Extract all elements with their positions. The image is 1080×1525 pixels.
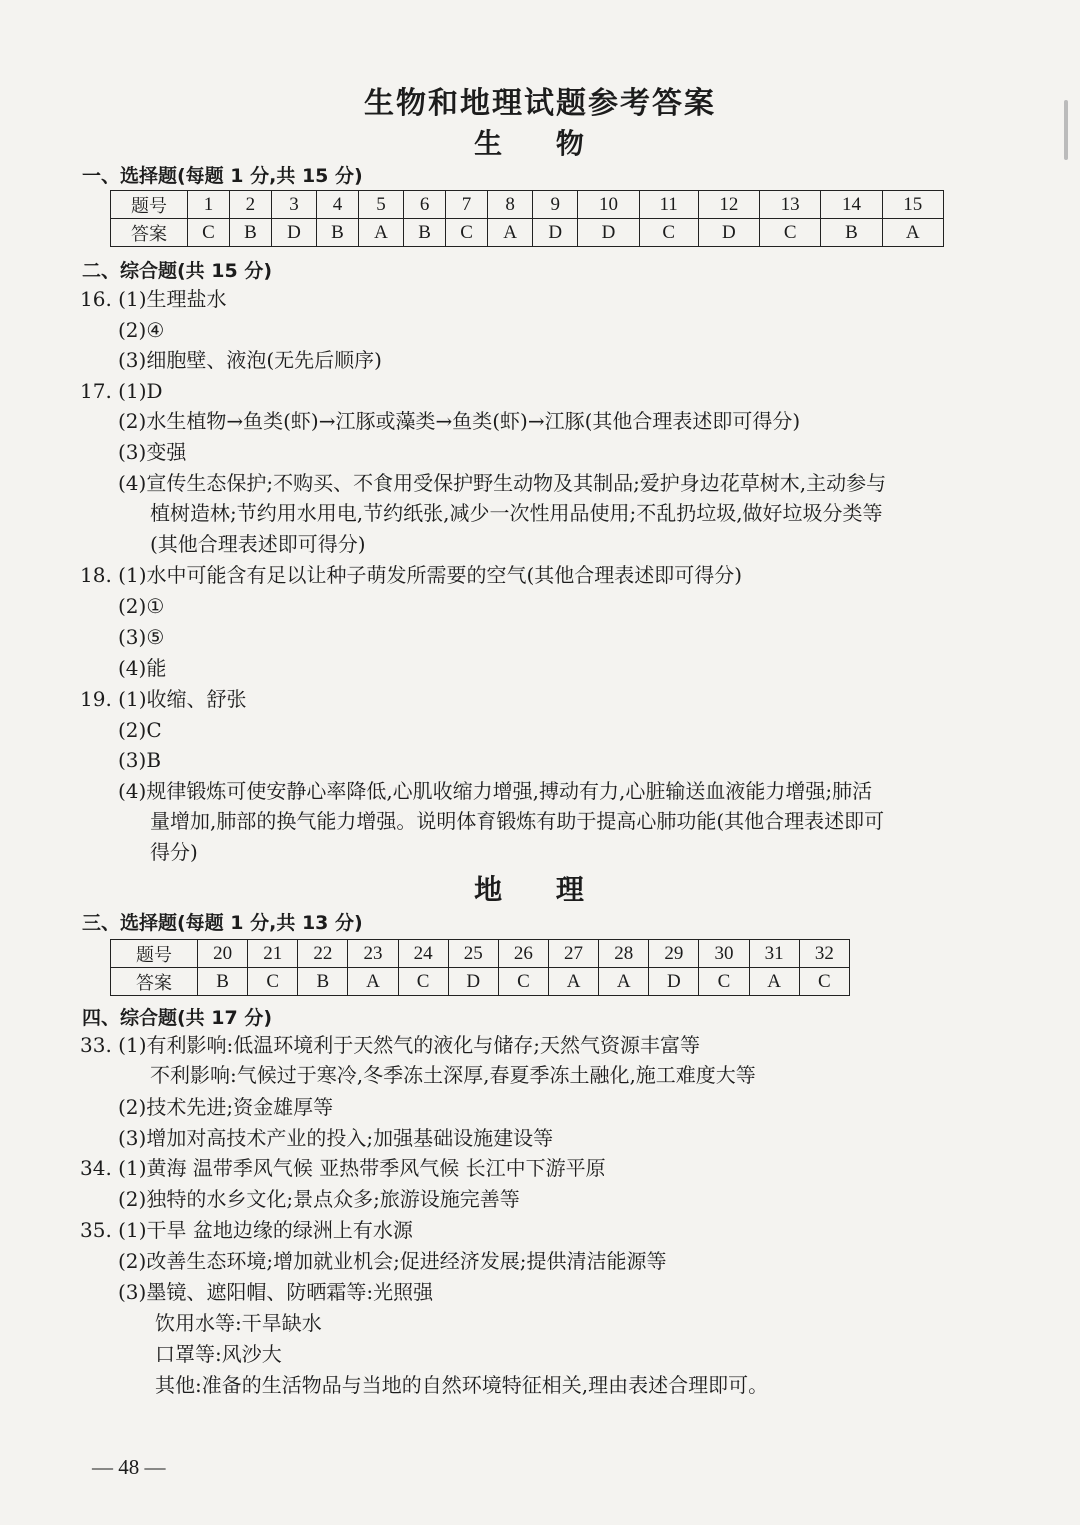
answer-cell: D — [448, 968, 498, 996]
answer-line: (2)① — [118, 594, 165, 618]
answer-line: 33. (1)有利影响:低温环境利于天然气的液化与储存;天然气资源丰富等 — [80, 1033, 700, 1057]
answer-cell: A — [749, 968, 799, 996]
answer-cell: C — [398, 968, 448, 996]
answer-cell: B — [229, 219, 271, 247]
answer-line: 18. (1)水中可能含有足以让种子萌发所需要的空气(其他合理表述即可得分) — [80, 563, 743, 587]
answer-cell: A — [488, 219, 533, 247]
answer-line: 16. (1)生理盐水 — [80, 287, 227, 311]
subject-title-biology: 生 物 — [474, 127, 606, 160]
answer-cell: C — [699, 968, 749, 996]
answer-cell: B — [198, 968, 248, 996]
answer-line: (2)④ — [118, 318, 165, 342]
answer-line: (3)细胞壁、液泡(无先后顺序) — [118, 348, 382, 372]
question-number: 21 — [248, 940, 298, 968]
answer-cell: D — [271, 219, 316, 247]
answer-line: 得分) — [150, 840, 198, 864]
biology-answer-table — [110, 190, 944, 247]
question-number: 3 — [271, 191, 316, 219]
answer-cell: B — [298, 968, 348, 996]
question-number: 26 — [498, 940, 548, 968]
answer-cell: B — [821, 219, 882, 247]
answer-cell: C — [799, 968, 849, 996]
question-number: 14 — [821, 191, 882, 219]
question-number: 4 — [317, 191, 359, 219]
section-heading-2: 二、综合题(共 15 分) — [82, 260, 273, 282]
page-number: — 48 — — [92, 1455, 166, 1479]
answer-cell: C — [760, 219, 821, 247]
answer-line: (3)增加对高技术产业的投入;加强基础设施建设等 — [118, 1126, 554, 1150]
question-number: 30 — [699, 940, 749, 968]
answer-line: (4)宣传生态保护;不购买、不食用受保护野生动物及其制品;爱护身边花草树木,主动参与 — [118, 471, 887, 495]
answer-cell: C — [639, 219, 698, 247]
question-number: 11 — [639, 191, 698, 219]
answer-line: (3)变强 — [118, 440, 187, 464]
page-title: 生物和地理试题参考答案 — [364, 86, 716, 121]
answer-line: 17. (1)D — [80, 379, 163, 403]
question-number: 28 — [599, 940, 649, 968]
answer-cell: A — [358, 219, 403, 247]
answer-line: 35. (1)干旱 盆地边缘的绿洲上有水源 — [80, 1218, 413, 1242]
answer-line: (2)技术先进;资金雄厚等 — [118, 1095, 334, 1119]
section-heading-1: 一、选择题(每题 1 分,共 15 分) — [82, 165, 363, 187]
answer-cell: B — [404, 219, 446, 247]
answer-cell: A — [348, 968, 398, 996]
question-number: 12 — [698, 191, 759, 219]
answer-cell: C — [188, 219, 230, 247]
question-number: 23 — [348, 940, 398, 968]
question-number: 24 — [398, 940, 448, 968]
question-number: 9 — [533, 191, 578, 219]
question-number: 7 — [446, 191, 488, 219]
question-number: 2 — [229, 191, 271, 219]
answer-line: (3)⑤ — [118, 625, 165, 649]
answer-cell: A — [882, 219, 943, 247]
table-row — [111, 219, 944, 247]
section-heading-4: 四、综合题(共 17 分) — [82, 1007, 273, 1029]
answer-line: (4)规律锻炼可使安静心率降低,心肌收缩力增强,搏动有力,心脏输送血液能力增强;肺活 — [118, 779, 873, 803]
answer-cell: C — [446, 219, 488, 247]
answer-cell: D — [578, 219, 639, 247]
answer-line: (其他合理表述即可得分) — [150, 532, 366, 556]
answer-cell: D — [533, 219, 578, 247]
question-number: 15 — [882, 191, 943, 219]
question-number: 5 — [358, 191, 403, 219]
answer-cell: A — [599, 968, 649, 996]
answer-line: 19. (1)收缩、舒张 — [80, 687, 247, 711]
section-heading-3: 三、选择题(每题 1 分,共 13 分) — [82, 912, 363, 934]
table-header-cell: 答案 — [111, 968, 198, 996]
answer-cell: D — [698, 219, 759, 247]
table-header-cell: 答案 — [111, 219, 188, 247]
answer-line: 口罩等:风沙大 — [155, 1342, 282, 1366]
answer-line: 其他:准备的生活物品与当地的自然环境特征相关,理由表述合理即可。 — [155, 1373, 769, 1397]
question-number: 22 — [298, 940, 348, 968]
table-header-cell: 题号 — [111, 191, 188, 219]
question-number: 32 — [799, 940, 849, 968]
question-number: 25 — [448, 940, 498, 968]
answer-cell: B — [317, 219, 359, 247]
answer-cell: C — [248, 968, 298, 996]
answer-cell: A — [548, 968, 598, 996]
question-number: 8 — [488, 191, 533, 219]
answer-line: (3)B — [118, 748, 162, 772]
question-number: 20 — [198, 940, 248, 968]
question-number: 6 — [404, 191, 446, 219]
question-number: 31 — [749, 940, 799, 968]
answer-cell: C — [498, 968, 548, 996]
answer-line: 植树造林;节约用水用电,节约纸张,减少一次性用品使用;不乱扔垃圾,做好垃圾分类等 — [150, 501, 883, 525]
question-number: 29 — [649, 940, 699, 968]
question-number: 1 — [188, 191, 230, 219]
table-header-cell: 题号 — [111, 940, 198, 968]
answer-line: (2)C — [118, 718, 162, 742]
table-row — [111, 191, 944, 219]
answer-line: 饮用水等:干旱缺水 — [155, 1311, 322, 1335]
question-number: 27 — [548, 940, 598, 968]
subject-title-geography: 地 理 — [474, 873, 606, 906]
question-number: 10 — [578, 191, 639, 219]
answer-line: 不利影响:气候过于寒冷,冬季冻土深厚,春夏季冻土融化,施工难度大等 — [150, 1063, 756, 1087]
answer-cell: D — [649, 968, 699, 996]
table-row — [111, 940, 850, 968]
answer-line: (3)墨镜、遮阳帽、防晒霜等:光照强 — [118, 1280, 434, 1304]
table-row — [111, 968, 850, 996]
answer-line: (4)能 — [118, 656, 167, 680]
answer-line: (2)水生植物→鱼类(虾)→江豚或藻类→鱼类(虾)→江豚(其他合理表述即可得分) — [118, 409, 801, 433]
answer-line: (2)独特的水乡文化;景点众多;旅游设施完善等 — [118, 1187, 520, 1211]
geography-answer-table — [110, 939, 850, 996]
answer-line: (2)改善生态环境;增加就业机会;促进经济发展;提供清洁能源等 — [118, 1249, 667, 1273]
answer-line: 量增加,肺部的换气能力增强。说明体育锻炼有助于提高心肺功能(其他合理表述即可 — [150, 809, 885, 833]
question-number: 13 — [760, 191, 821, 219]
answer-line: 34. (1)黄海 温带季风气候 亚热带季风气候 长江中下游平原 — [80, 1156, 606, 1180]
